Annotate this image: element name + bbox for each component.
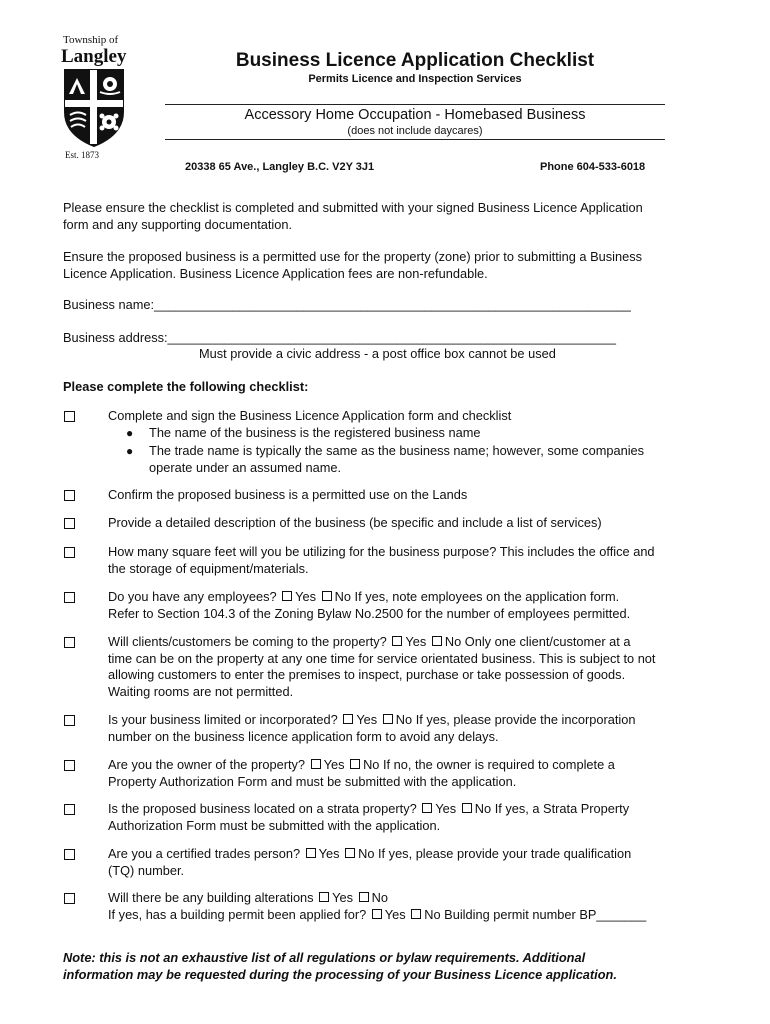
item-6-line3: allowing customers to enter the premises to inspect, purchase or take possession of goods.: [108, 667, 626, 682]
item-7-no-checkbox[interactable]: [383, 714, 393, 724]
checkbox-item-2[interactable]: [64, 490, 75, 501]
business-name-field[interactable]: Business name:___________________________________________________________________: [63, 297, 631, 312]
item-11-yes-checkbox[interactable]: [319, 892, 329, 902]
item-10-text: [108, 846, 718, 879]
item-10-no-checkbox[interactable]: [345, 848, 355, 858]
item-8-question: Are you the owner of the property?: [108, 757, 306, 772]
item-1-bullet-1: The name of the business is the registered business name: [149, 425, 481, 440]
item-7-line2: number on the business licence application form to avoid any delays.: [108, 728, 499, 744]
item-8-no-label: No: [363, 757, 380, 772]
item-8-no-checkbox[interactable]: [350, 759, 360, 769]
item-9-yes-checkbox[interactable]: [422, 803, 432, 813]
item-4-text: [108, 544, 718, 577]
item-11-permit-yes-checkbox[interactable]: [372, 909, 382, 919]
item-9-yes-label: Yes: [435, 801, 457, 816]
item-6-text: [108, 634, 718, 700]
item-10-line2: (TQ) number.: [108, 862, 185, 878]
header-divider-bottom: [165, 139, 665, 140]
intro-p1-line2: form and any supporting documentation.: [63, 216, 293, 232]
item-8-line2: Property Authorization Form and must be submitted with the application.: [108, 773, 517, 789]
item-11-text: [108, 890, 718, 923]
item-9-line1: [108, 801, 718, 818]
item-1-bullet-2-line1: The trade name is typically the same as the business name; however, some companies: [149, 443, 645, 458]
item-8-text: [108, 757, 718, 790]
item-11-no-label: No: [371, 890, 388, 905]
item-3-text: Provide a detailed description of the business (be specific and include a list of services): [108, 515, 602, 530]
page-title: Business Licence Application Checklist: [235, 50, 595, 71]
intro-p2-line2: Licence Application. Business Licence Application fees are non-refundable.: [63, 265, 488, 281]
item-6-line1: [108, 634, 718, 651]
item-4-line2: the storage of equipment/materials.: [108, 560, 309, 576]
item-9-instruction: If yes, a Strata Property: [494, 801, 630, 816]
page-subtitle: Permits Licence and Inspection Services: [308, 73, 522, 85]
item-11-permit-no-label: No: [424, 906, 441, 922]
item-6-no-checkbox[interactable]: [432, 636, 442, 646]
item-7-yes-label: Yes: [356, 712, 378, 727]
building-permit-number-field[interactable]: Building permit number BP_______: [444, 906, 647, 922]
bullet-icon: ●: [126, 426, 134, 440]
item-10-line1: [108, 846, 718, 863]
item-5-line2: Refer to Section 104.3 of the Zoning Bylaw No.2500 for the number of employees permitted.: [108, 605, 631, 621]
item-9-no-checkbox[interactable]: [462, 803, 472, 813]
item-1-bullet-2: [149, 443, 719, 476]
header-divider-top: [165, 104, 665, 105]
logo-line1: Township of: [63, 34, 119, 46]
application-type-note: (does not include daycares): [347, 125, 483, 137]
intro-p2-line1: Ensure the proposed business is a permitted use for the property (zone) prior to submitting a Business: [63, 249, 643, 264]
item-9-line2: Authorization Form must be submitted with the application.: [108, 817, 441, 833]
item-11-yes-label: Yes: [332, 890, 354, 905]
item-11-line2: [108, 907, 718, 924]
logo-established: Est. 1873: [65, 150, 100, 160]
item-5-line1: [108, 589, 718, 606]
logo-line2: Langley: [61, 46, 127, 67]
item-5-yes-checkbox[interactable]: [282, 591, 292, 601]
checkbox-item-11[interactable]: [64, 893, 75, 904]
item-8-line1: [108, 757, 718, 774]
item-1-text: Complete and sign the Business Licence Application form and checklist: [108, 408, 512, 423]
item-5-no-checkbox[interactable]: [322, 591, 332, 601]
item-10-question: Are you a certified trades person?: [108, 846, 301, 861]
item-9-text: [108, 801, 718, 834]
shield-crest-icon: [63, 68, 125, 148]
item-11-question: Will there be any building alterations: [108, 890, 314, 905]
bullet-icon: ●: [126, 444, 134, 458]
item-9-no-label: No: [474, 801, 492, 816]
footer-note-line2: information may be requested during the processing of your Business Licence application.: [63, 966, 617, 982]
item-7-yes-checkbox[interactable]: [343, 714, 353, 724]
item-8-yes-checkbox[interactable]: [311, 759, 321, 769]
item-8-instruction: If no, the owner is required to complete a: [382, 757, 615, 772]
item-11-line1: [108, 890, 718, 907]
item-7-instruction: If yes, please provide the incorporation: [415, 712, 636, 727]
item-10-instruction: If yes, please provide your trade qualification: [378, 846, 632, 861]
checklist-heading: Please complete the following checklist:: [63, 379, 309, 394]
checkbox-item-3[interactable]: [64, 518, 75, 529]
item-6-question: Will clients/customers be coming to the property?: [108, 634, 387, 649]
checkbox-item-8[interactable]: [64, 760, 75, 771]
footer-note-line1: Note: this is not an exhaustive list of all regulations or bylaw requirements. Additional: [63, 950, 586, 965]
checkbox-item-10[interactable]: [64, 849, 75, 860]
intro-paragraph-2: [63, 249, 713, 282]
checkbox-item-7[interactable]: [64, 715, 75, 726]
checkbox-item-1[interactable]: [64, 411, 75, 422]
item-10-no-label: No: [358, 846, 375, 861]
item-7-question: Is your business limited or incorporated?: [108, 712, 338, 727]
item-1-bullet-2-line2: operate under an assumed name.: [149, 459, 342, 475]
item-11-no-checkbox[interactable]: [359, 892, 369, 902]
item-5-text: [108, 589, 718, 622]
item-7-no-label: No: [395, 712, 413, 727]
township-logo: [55, 32, 135, 162]
item-6-instruction: Only one client/customer at a: [464, 634, 631, 649]
item-6-line2: time can be on the property at any one time for service orientated business. This is subject to not: [108, 650, 656, 666]
address-note: Must provide a civic address - a post office box cannot be used: [199, 346, 556, 361]
item-5-question: Do you have any employees?: [108, 589, 277, 604]
checkbox-item-5[interactable]: [64, 592, 75, 603]
checkbox-item-4[interactable]: [64, 547, 75, 558]
item-5-no-label: No: [334, 589, 351, 604]
office-address: 20338 65 Ave., Langley B.C. V2Y 3J1: [185, 161, 375, 173]
office-phone: Phone 604-533-6018: [540, 161, 646, 173]
item-5-instruction: If yes, note employees on the application form.: [354, 589, 620, 604]
intro-p1-line1: Please ensure the checklist is completed and submitted with your signed Business Licence Application: [63, 200, 643, 215]
item-11-permit-no-checkbox[interactable]: [411, 909, 421, 919]
item-5-yes-label: Yes: [295, 589, 317, 604]
business-address-field[interactable]: Business address:_______________________________________________________________: [63, 330, 616, 345]
item-6-no-label: No: [444, 634, 462, 649]
item-6-line4: Waiting rooms are not permitted.: [108, 683, 294, 699]
footer-note: [63, 950, 713, 983]
item-9-question: Is the proposed business located on a strata property?: [108, 801, 417, 816]
item-2-text: Confirm the proposed business is a permitted use on the Lands: [108, 487, 468, 502]
item-10-yes-label: Yes: [318, 846, 340, 861]
item-7-text: [108, 712, 718, 745]
item-4-line1: How many square feet will you be utilizing for the business purpose? This includes the office and: [108, 544, 655, 559]
application-type: Accessory Home Occupation - Homebased Business: [244, 107, 586, 123]
item-10-yes-checkbox[interactable]: [306, 848, 316, 858]
checkbox-item-9[interactable]: [64, 804, 75, 815]
item-11-question-2: If yes, has a building permit been applied for?: [108, 906, 367, 922]
item-6-yes-label: Yes: [405, 634, 427, 649]
intro-paragraph-1: [63, 200, 713, 233]
checkbox-item-6[interactable]: [64, 637, 75, 648]
item-11-permit-yes-label: Yes: [384, 906, 406, 922]
item-6-yes-checkbox[interactable]: [392, 636, 402, 646]
item-7-line1: [108, 712, 718, 729]
item-8-yes-label: Yes: [323, 757, 345, 772]
